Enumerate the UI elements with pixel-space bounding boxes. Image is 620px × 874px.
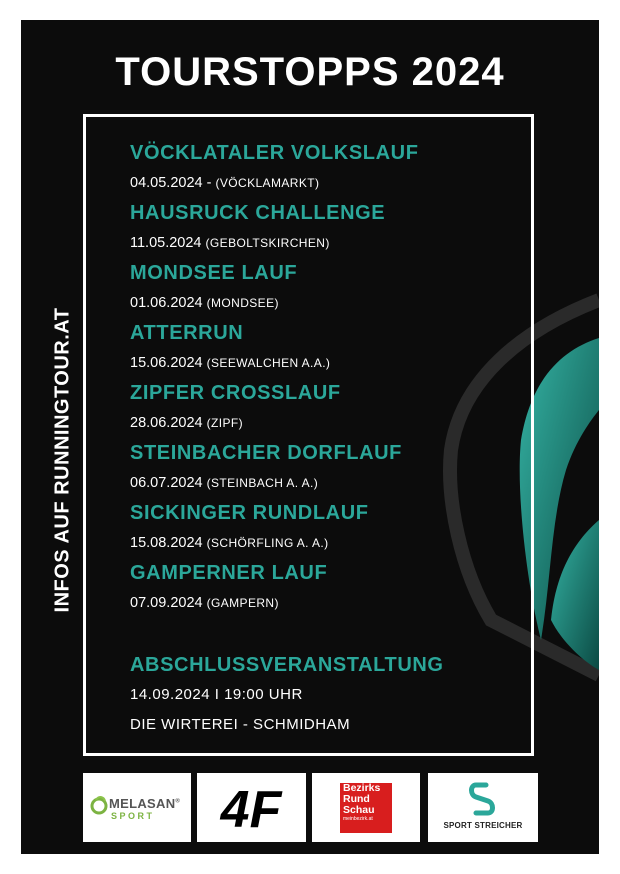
sponsor-bezirksrundschau-logo[interactable] — [312, 773, 420, 842]
bezirks-red-box — [340, 783, 392, 833]
event-name: HAUSRUCK CHALLENGE — [130, 202, 386, 224]
event-info — [130, 346, 570, 380]
event-list — [130, 140, 570, 620]
bez-line2: Rund — [343, 793, 370, 805]
poster — [21, 20, 599, 854]
event-location: (ZIPF) — [206, 416, 243, 430]
fourf-logo-graphic — [197, 773, 306, 842]
event-name: STEINBACHER DORFLAUF — [130, 442, 402, 464]
sponsor-sportstreicher-logo[interactable] — [428, 773, 538, 842]
event-info — [130, 526, 570, 560]
event-date: 11.05.2024 — [130, 235, 202, 251]
event-location: (GAMPERN) — [206, 596, 279, 610]
streicher-s-icon — [428, 773, 538, 842]
event-item — [130, 140, 570, 200]
event-info — [130, 466, 570, 500]
event-name: VÖCKLATALER VOLKSLAUF — [130, 142, 419, 164]
final-event-datetime: 14.09.2024 I 19:00 UHR — [130, 686, 303, 703]
melasan-sub: SPORT — [111, 811, 155, 821]
melasan-name — [109, 796, 180, 811]
final-event — [130, 650, 570, 740]
streicher-name: SPORT STREICHER — [443, 821, 523, 830]
event-name: ZIPFER CROSSLAUF — [130, 382, 341, 404]
side-text-label: INFOS AUF RUNNINGTOUR.AT — [51, 307, 74, 613]
final-event-name: ABSCHLUSSVERANSTALTUNG — [130, 654, 444, 676]
event-date: 01.06.2024 — [130, 295, 203, 311]
event-date: 04.05.2024 - — [130, 175, 212, 191]
event-name: ATTERRUN — [130, 322, 244, 344]
page-title: TOURSTOPPS 2024 — [115, 50, 505, 94]
event-info — [130, 286, 570, 320]
event-date: 15.06.2024 — [130, 355, 203, 371]
event-item — [130, 440, 570, 500]
melasan-registered-mark: ® — [175, 798, 181, 805]
fourf-name: 4F — [220, 781, 282, 839]
event-name: MONDSEE LAUF — [130, 262, 298, 284]
event-location: (MONDSEE) — [206, 296, 279, 310]
event-name: SICKINGER RUNDLAUF — [130, 502, 369, 524]
melasan-mark — [90, 795, 181, 822]
event-date: 07.09.2024 — [130, 595, 203, 611]
event-info — [130, 226, 570, 260]
bez-site: meinbezirk.at — [343, 816, 373, 822]
event-location: (SEEWALCHEN A.A.) — [206, 356, 331, 370]
event-item — [130, 500, 570, 560]
event-item — [130, 200, 570, 260]
event-date: 06.07.2024 — [130, 475, 203, 491]
event-info — [130, 586, 570, 620]
bez-line1: Bezirks — [343, 782, 381, 794]
event-info — [130, 166, 570, 200]
event-location: (SCHÖRFLING A. A.) — [206, 536, 329, 550]
event-date: 28.06.2024 — [130, 415, 203, 431]
event-item — [130, 560, 570, 620]
event-location: (VÖCKLAMARKT) — [215, 176, 320, 190]
event-item — [130, 380, 570, 440]
melasan-leaf-icon — [90, 795, 108, 817]
event-location: (STEINBACH A. A.) — [206, 476, 319, 490]
event-item — [130, 320, 570, 380]
event-date: 15.08.2024 — [130, 535, 203, 551]
final-event-venue: DIE WIRTEREI - SCHMIDHAM — [130, 716, 351, 733]
sponsor-melasan-logo[interactable] — [83, 773, 191, 842]
melasan-name-text: MELASAN — [109, 796, 176, 811]
event-location: (GEBOLTSKIRCHEN) — [205, 236, 330, 250]
sponsor-bar — [83, 773, 538, 843]
event-item — [130, 260, 570, 320]
bez-line3: Schau — [343, 804, 375, 816]
sponsor-4f-logo[interactable] — [197, 773, 306, 842]
event-info — [130, 406, 570, 440]
event-name: GAMPERNER LAUF — [130, 562, 328, 584]
